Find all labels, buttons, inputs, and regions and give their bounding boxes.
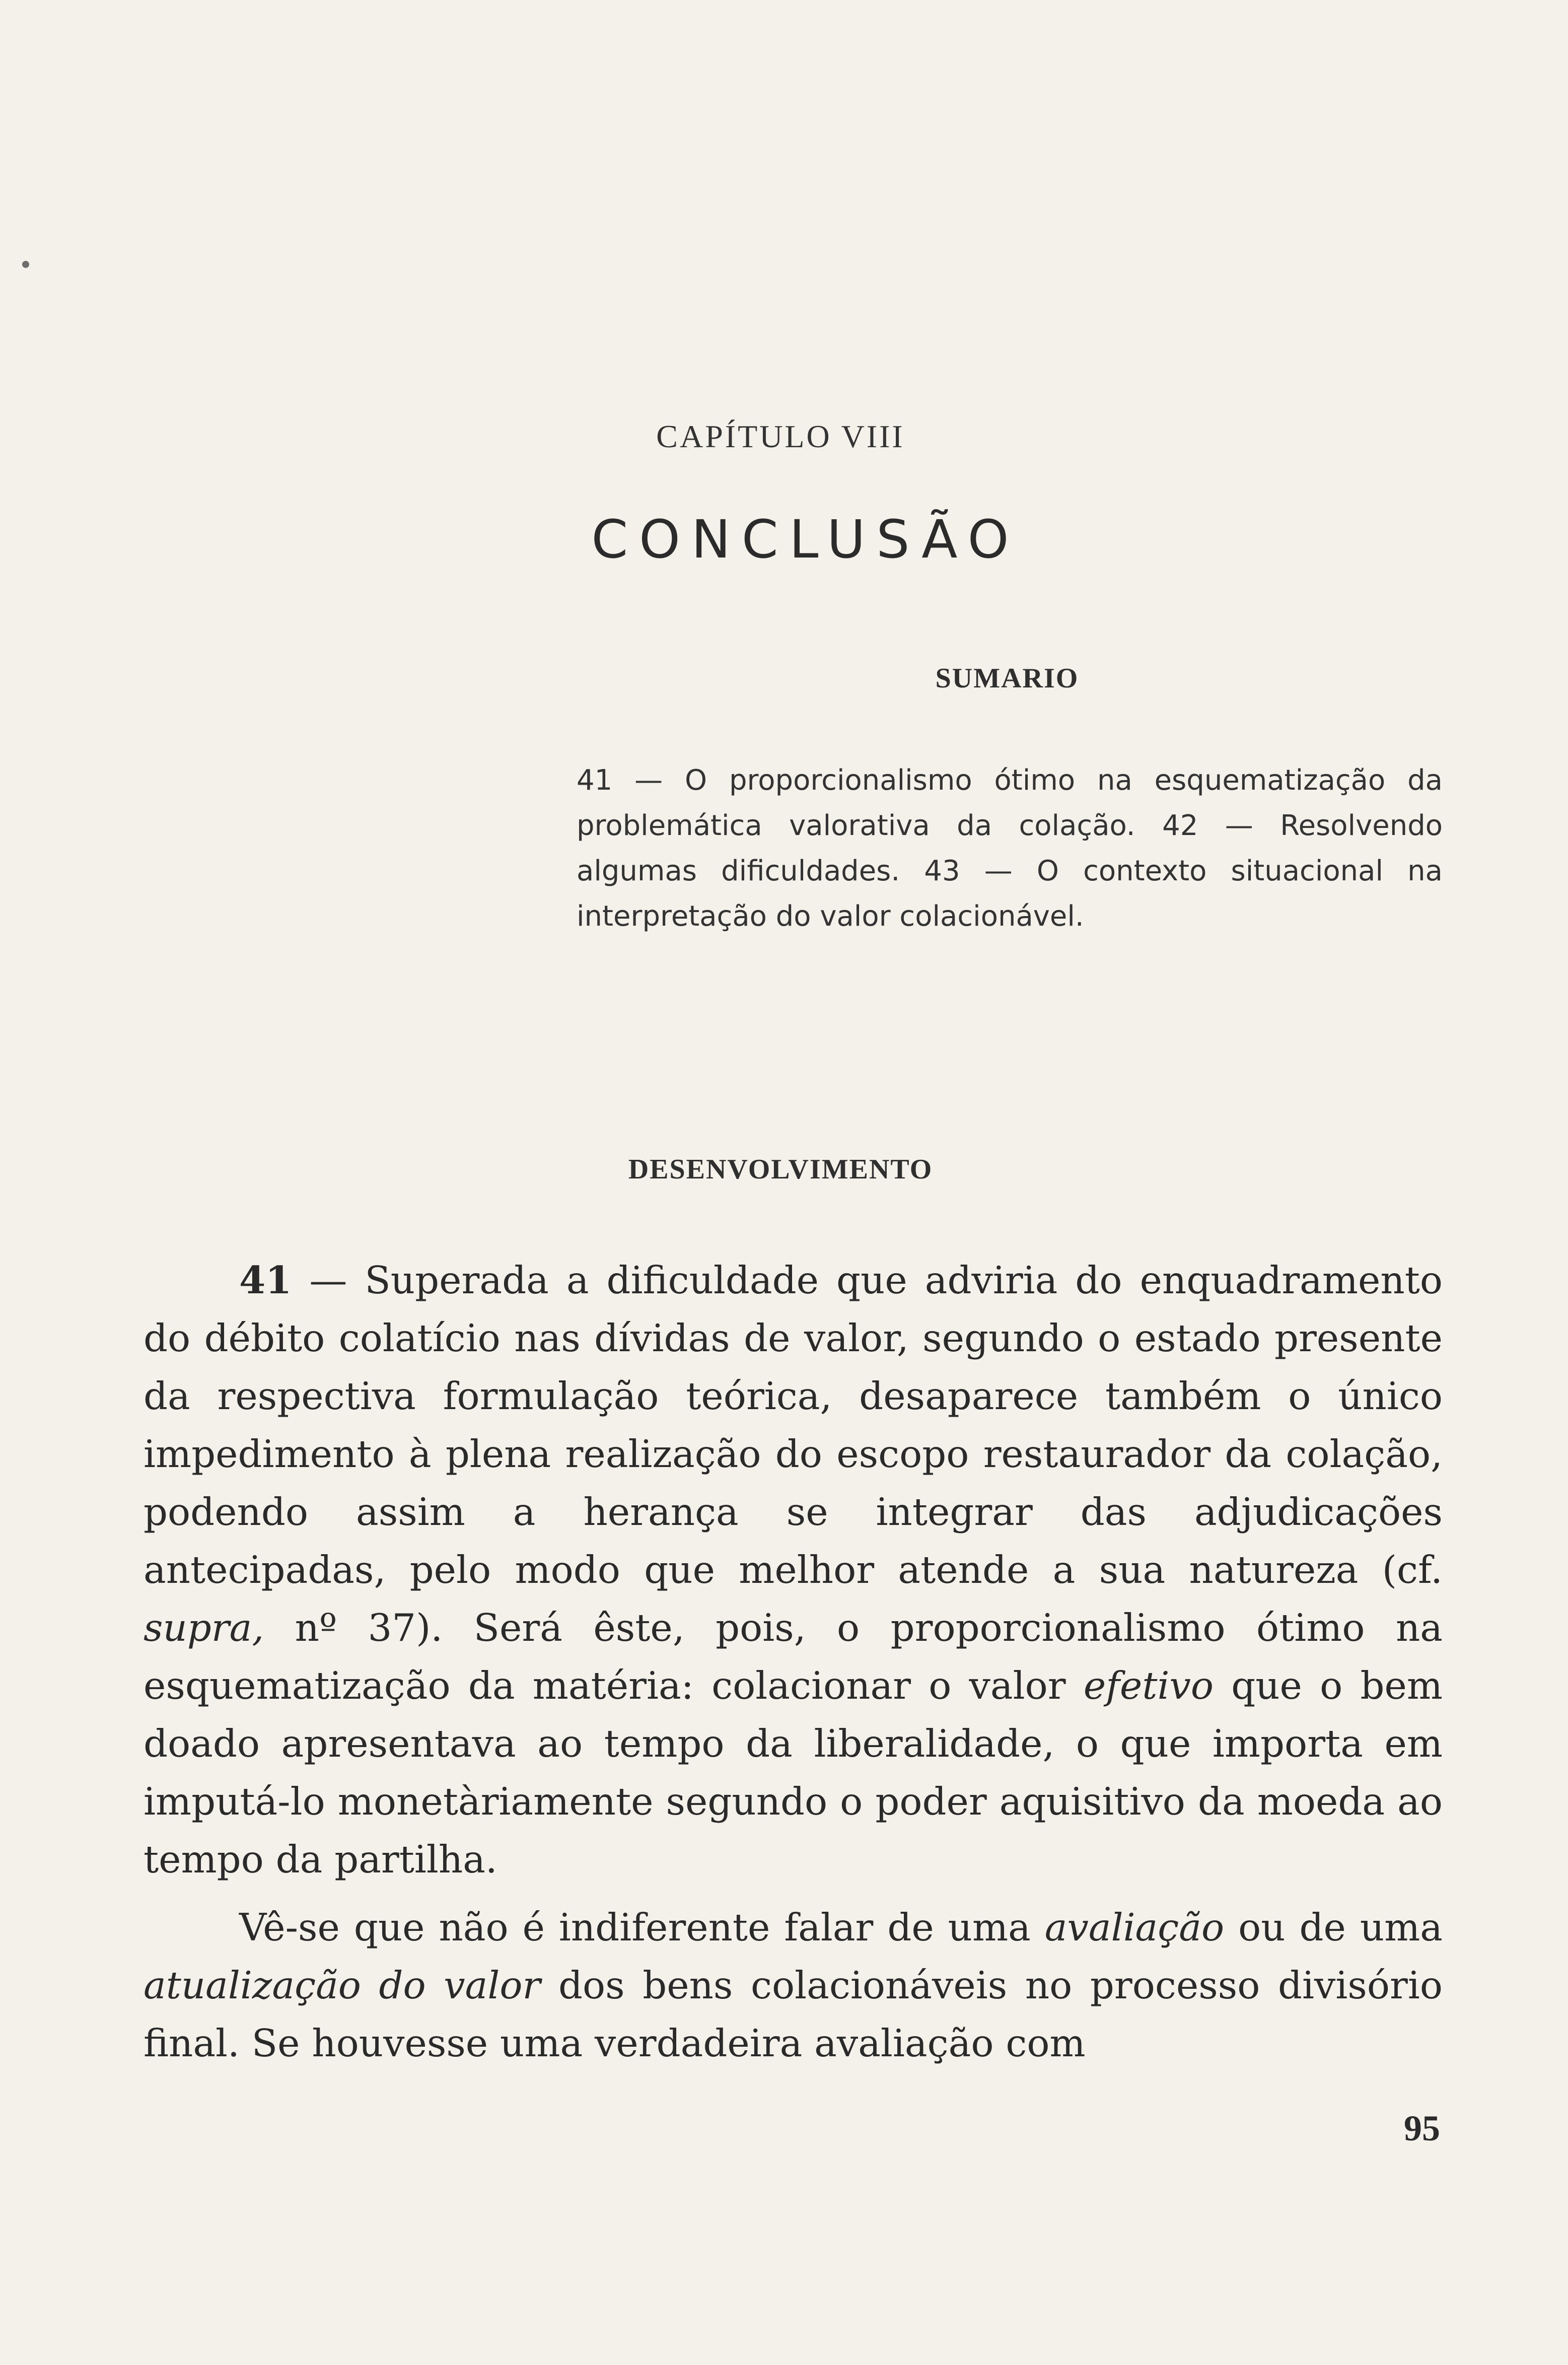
margin-dot bbox=[22, 261, 29, 268]
paragraph-2 bbox=[144, 1899, 1443, 2072]
italic-text: supra, bbox=[144, 1606, 264, 1650]
paragraph-text: que o bem doado apresentava ao tempo da liberalidade, o que importa em imputá-lo monetàriamente segundo o poder aquisitivo da moeda ao tempo da partilha. bbox=[144, 1663, 1443, 1882]
paragraph-text: nº 37). Será êste, pois, o proporcionalismo ótimo na esquematização da matéria: colacionar o valor bbox=[144, 1606, 1443, 1708]
paragraph-41 bbox=[144, 1251, 1443, 1889]
chapter-label: CAPÍTULO VIII bbox=[656, 419, 905, 454]
paragraph-text: Vê-se que não é indiferente falar de uma bbox=[239, 1905, 1045, 1950]
chapter-title: CONCLUSÃO bbox=[591, 509, 1020, 570]
italic-text: efetivo bbox=[1083, 1663, 1214, 1708]
body-text bbox=[144, 1251, 1443, 2072]
paragraph-number: 41 bbox=[239, 1258, 292, 1302]
italic-text: avaliação bbox=[1044, 1905, 1225, 1950]
paragraph-text: — Superada a dificuldade que adviria do enquadramento do débito colatício nas dívidas de valor, segundo o estado presente da respectiva formulação teórica, desaparece também o único impedimento à plena realização do escopo restaurador da colação, podendo assim a herança se integrar das adjudicações antecipadas, pelo modo que melhor atende a sua natureza (cf. bbox=[144, 1258, 1443, 1592]
summary-text: 41 — O proporcionalismo ótimo na esquematização da problemática valorativa da colação. 42 — Resolvendo algumas dificuldades. 43 — O contexto situacional na interpretação do valor colacionável. bbox=[577, 764, 1443, 933]
page-number: 95 bbox=[1404, 2108, 1440, 2148]
section-heading: DESENVOLVIMENTO bbox=[628, 1154, 933, 1185]
italic-text: atualização do valor bbox=[144, 1963, 541, 2007]
paragraph-text: dos bens colacionáveis no processo divisório final. Se houvesse uma verdadeira avaliação com bbox=[144, 1963, 1443, 2065]
summary-heading: SUMARIO bbox=[935, 663, 1079, 694]
paragraph-text: ou de uma bbox=[1224, 1905, 1443, 1950]
